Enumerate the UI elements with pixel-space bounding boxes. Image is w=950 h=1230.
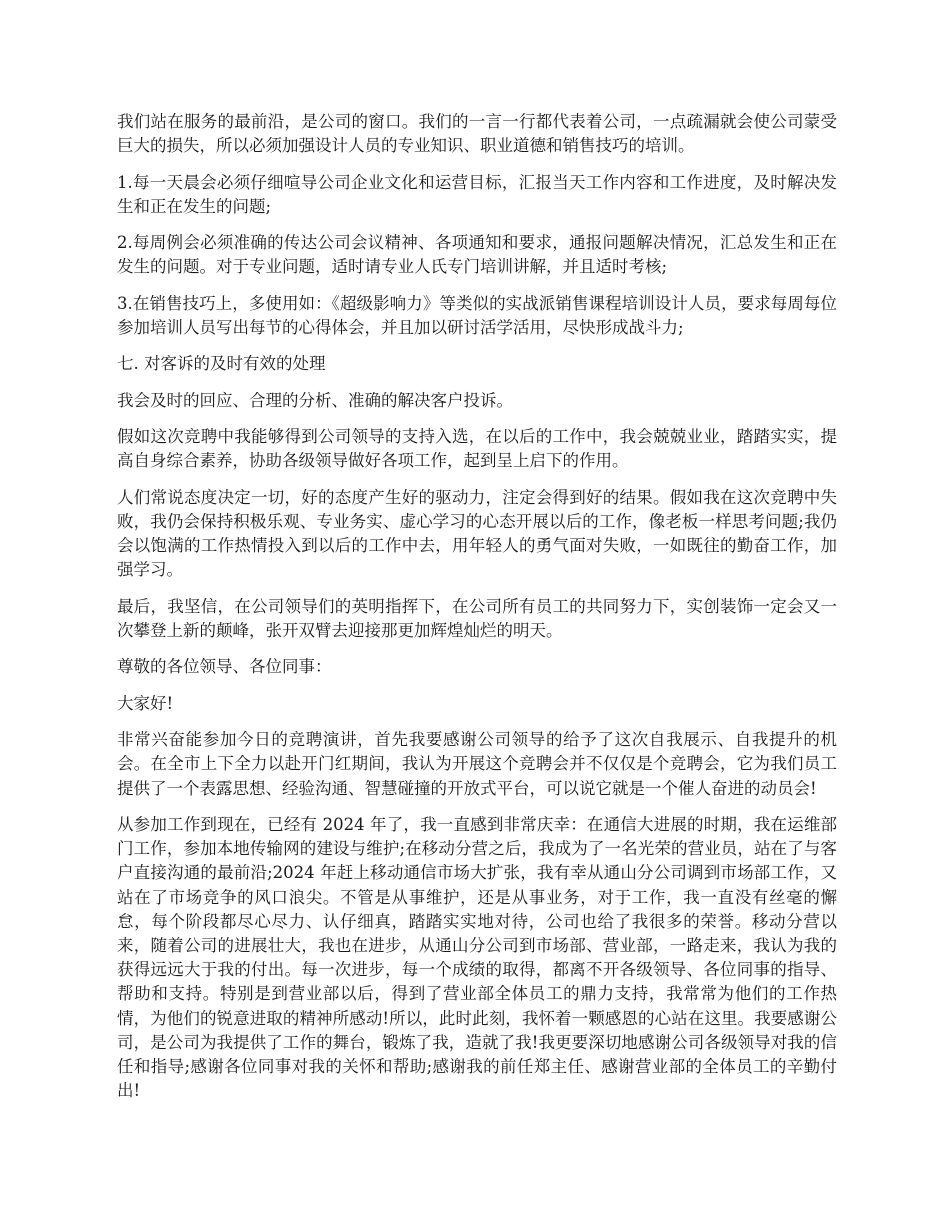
- greeting: 大家好!: [117, 693, 174, 713]
- paragraph-if-selected: 假如这次竞聘中我能够得到公司领导的支持入选，在以后的工作中，我会兢兢业业，踏踏实实，提高自身综合素养，协助各级领导做好各项工作，起到呈上启下的作用。: [117, 427, 837, 471]
- paragraph-item-2: 2.每周例会必须准确的传达公司会议精神、各项通知和要求，通报问题解决情况，汇总发生和正在发生的问题。对于专业问题，适时请专业人氏专门培训讲解，并且适时考核;: [117, 233, 837, 277]
- paragraph-conclusion: 最后，我坚信，在公司领导们的英明指挥下，在公司所有员工的共同努力下，实创装饰一定会又一次攀登上新的颠峰，张开双臂去迎接那更加辉煌灿烂的明天。: [117, 596, 837, 640]
- paragraph-attitude: 人们常说态度决定一切，好的态度产生好的驱动力，注定会得到好的结果。假如我在这次竞聘中失败，我仍会保持积极乐观、专业务实、虚心学习的心态开展以后的工作，像老板一样思考问题;我仍会以饱满的工作热情投入到以后的工作中去，用年轻人的勇气面对失败，一如既往的勤奋工作，加强学习。: [117, 487, 837, 580]
- paragraph-complaints: 我会及时的回应、合理的分析、准确的解决客户投诉。: [117, 390, 513, 410]
- section-heading-7: 七. 对客诉的及时有效的处理: [117, 354, 326, 374]
- paragraph-intro: 我们站在服务的最前沿，是公司的窗口。我们的一言一行都代表着公司，一点疏漏就会使公司蒙受巨大的损失，所以必须加强设计人员的专业知识、职业道德和销售技巧的培训。: [117, 112, 837, 156]
- paragraph-item-1: 1.每一天晨会必须仔细喧导公司企业文化和运营目标，汇报当天工作内容和工作进度，及时解决发生和正在发生的问题;: [117, 172, 837, 216]
- paragraph-item-3: 3.在销售技巧上，多使用如：《超级影响力》等类似的实战派销售课程培训设计人员，要求每周每位参加培训人员写出每节的心得体会，并且加以研讨活学活用，尽快形成战斗力;: [117, 293, 837, 337]
- paragraph-opening: 非常兴奋能参加今日的竞聘演讲，首先我要感谢公司领导的给予了这次自我展示、自我提升的机会。在全市上下全力以赴开门红期间，我认为开展这个竞聘会并不仅仅是个竞聘会，它为我们员工提供了一个表露思想、经验沟通、智慧碰撞的开放式平台，可以说它就是一个催人奋进的动员会!: [117, 730, 837, 798]
- salutation: 尊敬的各位领导、各位同事：: [117, 657, 332, 677]
- document-body: [117, 110, 837, 1116]
- paragraph-career: 从参加工作到现在，已经有 2024 年了，我一直感到非常庆幸：在通信大进展的时期，我在运维部门工作，参加本地传输网的建设与维护;在移动分营之后，我成为了一名光荣的营业员，站在了与客户直接沟通的最前沿;2024 年赶上移动通信市场大扩张，我有幸从通山分公司调到市场部工作，又站在了市场竞争的风口浪尖。不管是从事维护，还是从事业务，对于工作，我一直没有丝毫的懈怠，每个阶段都尽心尽力、认仔细真，踏踏实实地对待，公司也给了我很多的荣誉。移动分营以来，随着公司的进展壮大，我也在进步，从通山分公司到市场部、营业部，一路走来，我认为我的获得远远大于我的付出。每一次进步，每一个成绩的取得，都离不开各级领导、各位同事的指导、帮助和支持。特别是到营业部以后，得到了营业部全体员工的鼎力支持，我常常为他们的工作热情，为他们的锐意进取的精神所感动!所以，此时此刻，我怀着一颗感恩的心站在这里。我要感谢公司，是公司为我提供了工作的舞台，锻炼了我，造就了我!我更要深切地感谢公司各级领导对我的信任和指导;感谢各位同事对我的关怀和帮助;感谢我的前任郑主任、感谢营业部的全体员工的辛勤付出!: [117, 814, 837, 1101]
